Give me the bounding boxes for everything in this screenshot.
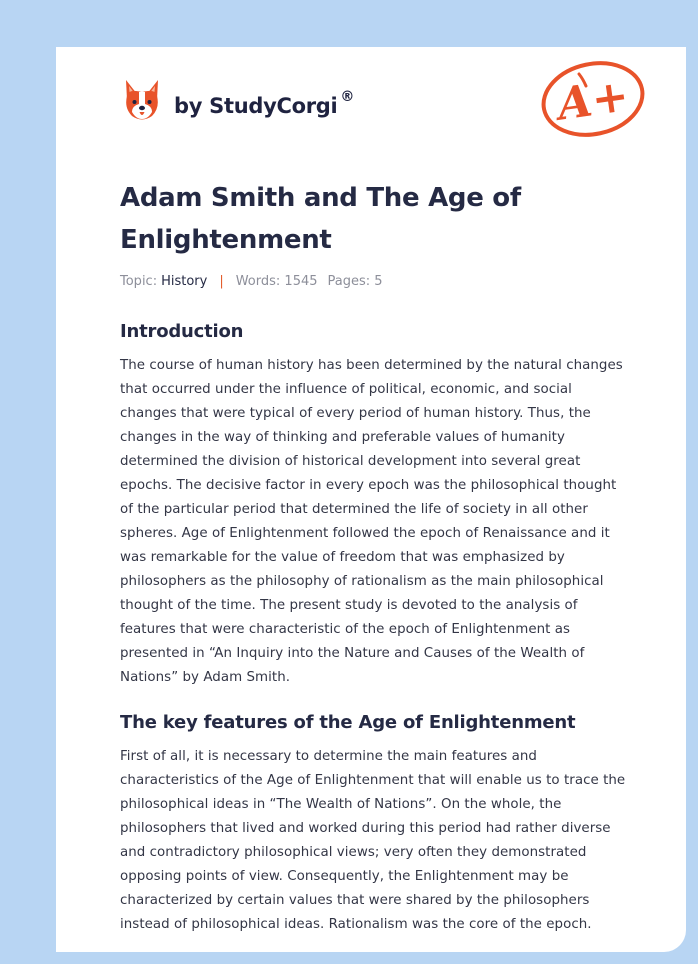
section-body-key-features: First of all, it is necessary to determine the main features and characteristics of the Age of Enlightenment that will enable us to trace the philosophical ideas in “The Wealth of Nations”. On the whole, the philosophers that lived and worked during this period had rather diverse and contradictory philosophical views; very often they demonstrated opposing points of view. Consequently, the Enlightenment may be characterized by certain values that were shared by the philosophers instead of philosophical ideas. Rationalism was the core of the epoch.	[120, 749, 626, 932]
page-count: Pages: 5	[327, 273, 383, 289]
corgi-logo-icon	[122, 78, 162, 124]
section-heading-key-features: The key features of the Age of Enlightenment	[120, 712, 576, 733]
document-meta	[120, 271, 630, 291]
a-plus-grade-icon	[539, 57, 647, 139]
grade-text: A+	[554, 70, 632, 131]
topic-value: History	[161, 273, 208, 289]
document-title: Adam Smith and The Age of Enlightenment	[120, 183, 521, 255]
brand-text: by StudyCorgi	[174, 93, 338, 118]
meta-separator: |	[219, 273, 224, 289]
document-page	[56, 47, 686, 952]
topic-label: Topic:	[120, 273, 158, 289]
section-heading-introduction: Introduction	[120, 321, 244, 342]
article	[120, 177, 630, 937]
word-count: Words: 1545	[235, 273, 318, 289]
section-body-introduction: The course of human history has been determined by the natural changes that occurred under the influence of political, economic, and social changes that were typical of every period of human history. Thus, the changes in the way of thinking and preferable values of humanity determined the division of historical development into several great epochs. The decisive factor in every epoch was the philosophical thought of the particular period that determined the life of society in all other spheres. Age of Enlightenment followed the epoch of Renaissance and it was remarkable for the value of freedom that was emphasized by philosophers as the philosophy of rationalism as the main philosophical thought of the time. The present study is devoted to the analysis of features that were characteristic of the epoch of Enlightenment as presented in “An Inquiry into the Nature and Causes of the Wealth of Nations” by Adam Smith.	[120, 358, 623, 685]
registered-mark: ®	[340, 88, 355, 105]
brand-name	[174, 88, 355, 118]
header	[122, 77, 354, 125]
